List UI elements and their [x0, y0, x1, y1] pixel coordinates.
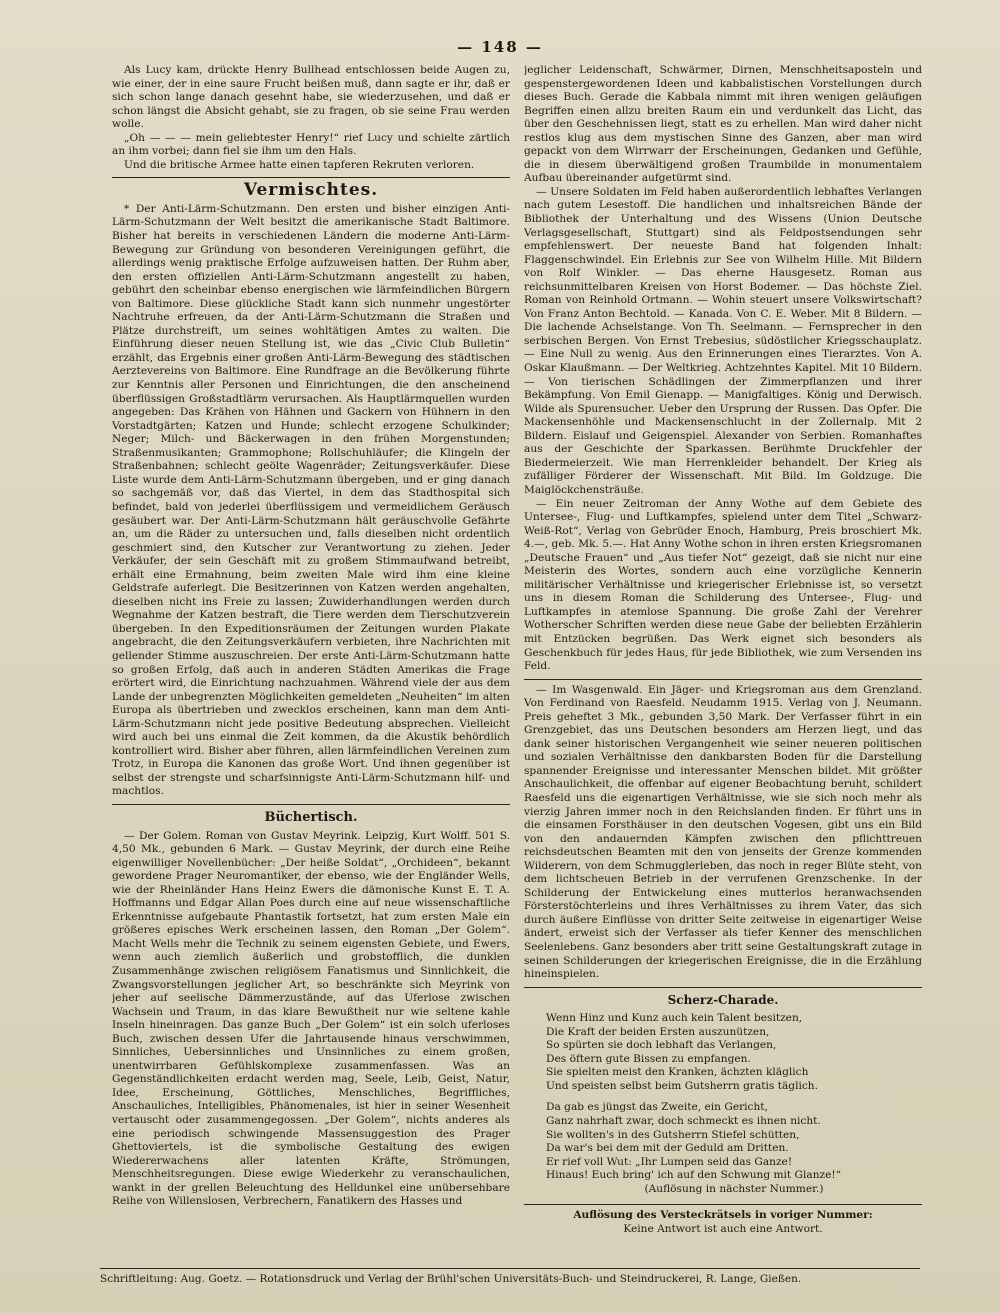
article-anti-laerm: * Der Anti-Lärm-Schutzmann. Den ersten und bisher einzigen Anti-Lärm-Schutzmann der Welt besitzt die amerikanische Stadt Baltimore. Bisher hat bereits in verschiedenen Ländern die moderne Anti-Lärm-Bewegung zur Gründung von besonderen Vereinigungen geführt, die allerdings wenig praktische Erfolge aufzuweisen hatten. Der Ruhm aber, den ersten offiziellen Anti-Lärm-Schutzmann angestellt zu haben, gebührt den scheinbar ebenso energischen wie lärmfeindlichen Bürgern von Baltimore. Diese glückliche Stadt kann sich nunmehr ungestörter Nachtruhe erfreuen, da der Anti-Lärm-Schutzmann die Straßen und Plätze durchstreift, um seines wohltätigen Amtes zu walten. Die Einführung dieser neuen Stellung ist, wie das „Civic Club Bulletin“ erzählt, das Ergebnis einer großen Anti-Lärm-Bewegung des städtischen Aerztevereins von Baltimore. Eine Rundfrage an die Bevölkerung führte zur Kenntnis aller Personen und Einrichtungen, die den anscheinend überflüssigen Großstadtlärm verursachen. Als Hauptlärmquellen wurden angegeben: Das Krähen von Hähnen und Gackern von Hühnern in den Vorstadtgärten; Katzen und Hunde; schlecht erzogene Schulkinder; Neger; Milch- und Bäckerwagen in den frühen Morgenstunden; Straßenmusikanten; Grammophone; Rollschuhläufer; die Klingeln der Straßenbahnen; schlecht geölte Wagenräder; Zeitungsverkäufer. Diese Liste wurde dem Anti-Lärm-Schutzmann übergeben, und er ging danach so sachgemäß vor, daß das Viertel, in dem das Stadthospital sich befindet, bald von jederlei überflüssigem und vermeidlichem Geräusch gesäubert war. Der Anti-Lärm-Schutzmann hält geräuschvolle Gefährte an, um die Räder zu untersuchen und, falls dieselben nicht ordentlich geschmiert sind, den Kutscher zur Verantwortung zu ziehen. Jeder Verkäufer, der sein Geschäft mit zu großem Stimmaufwand betreibt, erhält eine Ermahnung, beim zweiten Male wird ihm eine kleine Geldstrafe auferlegt. Die Besitzerinnen von Katzen werden angehalten, dieselben nicht ins Freie zu lassen; Zuwiderhandlungen werden durch Wegnahme der Katzen bestraft, die Tiere werden dem Tierschutzverein übergeben. In den Expeditionsräumen der Zeitungen wurden Plakate angebracht, die den Zeitungsverkäufern verbieten, ihre Nachrichten mit gellender Stimme auszuschreien. Der erste Anti-Lärm-Schutzmann hatte so großen Erfolg, daß auch in anderen Städten Amerikas die Frage erörtert wird, die Einrichtung nachzuahmen. Während viele der aus dem Lande der unbegrenzten Möglichkeiten gemeldeten „Neuheiten“ im alten Europa als übertrieben und zwecklos erscheinen, kann man dem Anti-Lärm-Schutzmann nicht jede positive Bedeutung absprechen. Vielleicht wird auch bei uns einmal die Zeit kommen, da die Akustik behördlich kontrolliert wird. Bisher aber führen, allen lärmfeindlichen Vereinen zum Trotz, in Europa die Kanonen das große Wort. Und ihnen gegenüber ist selbst der strengste und scharfsinnigste Anti-Lärm-Schutzmann hilf- und machtlos. [112, 202, 510, 798]
poem-line: Wenn Hinz und Kunz auch kein Talent besitzen, [546, 1012, 803, 1025]
review-wothe: — Ein neuer Zeitroman der Anny Wothe auf dem Gebiete des Untersee-, Flug- und Luftkampfes, spielend unter dem Titel „Schwarz-Weiß-Rot“, Verlag von Gebrüder Enoch, Hamburg, Preis broschiert Mk. 4.—, geb. Mk. 5.—. Hat Anny Wothe schon in ihren ersten Kriegsromanen „Deutsche Frauen“ und „Aus tiefer Not“ gezeigt, daß sie nicht nur eine Meisterin des Wortes, sondern auch eine vorzügliche Kennerin militärischer Verhältnisse und kriegerischer Erlebnisse ist, so versetzt uns in diesem Roman die Schilderung des Untersee-, Flug- und Luftkampfes in atemlose Spannung. Die große Zahl der Verehrer Wotherscher Schriften werden diese neue Gabe der beliebten Erzählerin mit Entzücken begrüßen. Das Werk eignet sich besonders als Geschenkbuch für jedes Haus, für jede Bibliothek, wie zum Versenden ins Feld. [524, 497, 922, 673]
charade-title: Scherz-Charade. [667, 992, 779, 1007]
poem-line: Sie wollten's in des Gutsherrn Stiefel schütten, [546, 1128, 800, 1141]
right-column [524, 64, 922, 1259]
poem-line: Sie spielten meist den Kranken, ächzten kläglich [546, 1066, 809, 1079]
section-divider [112, 177, 510, 178]
story-paragraph: Und die britische Armee hatte einen tapferen Rekruten verloren. [124, 158, 475, 171]
solution-title: Auflösung des Versteckrätsels in voriger Nummer: [573, 1209, 873, 1222]
charade-stanza [546, 1012, 922, 1093]
poem-line: Da war's bei dem mit der Geduld am Dritten. [546, 1142, 789, 1155]
poem-line: Die Kraft der beiden Ersten auszunützen, [546, 1025, 770, 1038]
story-paragraph: Als Lucy kam, drückte Henry Bullhead entschlossen beide Augen zu, wie einer, der in eine saure Frucht beißen muß, dann sagte er ihr, daß er sich schon lange danach gesehnt habe, sie wiederzusehen, und daß er schon längst die Absicht gehabt, sie zu fragen, ob sie seine Frau werden wolle. [112, 64, 510, 131]
poem-line: Hinaus! Euch bring' ich auf den Schwung mit Glanze!“ [546, 1169, 842, 1182]
charade-stanza [546, 1101, 922, 1196]
page-number: — 148 — [457, 38, 543, 56]
section-title-vermischtes: Vermischtes. [243, 180, 379, 201]
charade-poem [546, 1012, 922, 1196]
section-divider [524, 679, 922, 680]
solution-text: Keine Antwort ist auch eine Antwort. [623, 1222, 823, 1235]
review-soldaten: — Unsere Soldaten im Feld haben außerordentlich lebhaftes Verlangen nach gutem Lesestoff. Die handlichen und inhaltsreichen Bände der Bibliothek der Unterhaltung und des Wissens (Union Deutsche Verlagsgesellschaft, Stuttgart) sind als Feldpostsendungen sehr empfehlenswert. Der neueste Band hat folgenden Inhalt: Flaggenschwindel. Ein Erlebnis zur See von Wilhelm Hille. Mit Bildern von Rolf Winkler. — Das eherne Hausgesetz. Roman aus reichsunmittelbaren Kreisen von Horst Bodemer. — Das höchste Ziel. Roman von Reinhold Ortmann. — Wohin steuert unsere Volkswirtschaft? Von Franz Anton Bechtold. — Kanada. Von C. E. Weber. Mit 8 Bildern. — Die lachende Achselstange. Von Th. Seelmann. — Fernsprecher in den serbischen Bergen. Von Ernst Trebesius, südöstlicher Kriegsschauplatz. — Eine Null zu wenig. Aus den Erinnerungen eines Tierarztes. Von A. Oskar Klaußmann. — Der Weltkrieg. Achtzehntes Kapitel. Mit 10 Bildern. — Von tierischen Schädlingen der Zimmerpflanzen und ihrer Bekämpfung. Von Emil Gienapp. — Manigfaltiges. König und Derwisch. Wilde als Spurensucher. Ueber den Ursprung der Russen. Das Opfer. Die Mackensenhöhle und Mackensenschlucht in der Zollernalp. Mit 2 Bildern. Eislauf und Geigenspiel. Alexander von Serbien. Romanhaftes aus der Geschichte der Sparkassen. Berühmte Druckfehler der Biedermeierzeit. Wie man Herrenkleider behandelt. Der Krieg als zufälliger Förderer der Wissenschaft. Mit Bild. Im Goldzuge. Die Maiglöckchensträuße. [524, 185, 922, 496]
charade-note: (Auflösung in nächster Nummer.) [644, 1182, 824, 1195]
columns [112, 64, 922, 1259]
story-paragraph: „Oh — — — mein geliebtester Henry!“ rief Lucy und schielte zärtlich an ihm vorbei; dann fiel sie ihm um den Hals. [112, 131, 510, 158]
imprint-footer: Schriftleitung: Aug. Goetz. — Rotationsdruck und Verlag der Brühl'schen Universitäts-Buch- und Steindruckerei, R. Lange, Gießen. [100, 1268, 920, 1285]
section-divider [524, 987, 922, 988]
section-title-buechertisch: Büchertisch. [264, 809, 358, 825]
section-divider [112, 804, 510, 805]
review-golem-continued: jeglicher Leidenschaft, Schwärmer, Dirnen, Menschheitsaposteln und gespenstergewordenen Ideen und kabbalistischen Vorstellungen durch dieses Buch. Gerade die Kabbala nimmt mit ihren wenigen geläufigen Begriffen einen allzu breiten Raum ein und verdunkelt das Licht, das über den Geschehnissen liegt, statt es zu erhellen. Man wird daher nicht restlos klug aus dem mystischen Sinne des Ganzen, aber man wird gepackt von dem Wirrwarr der Erscheinungen, Gedanken und Gefühle, die in diesem überwältigend großen Traumbilde in monumentalem Aufbau übereinander aufgetürmt sind. [524, 64, 922, 185]
poem-line: So spürten sie doch lebhaft das Verlangen, [546, 1039, 777, 1052]
review-wasgenwald: — Im Wasgenwald. Ein Jäger- und Kriegsroman aus dem Grenzland. Von Ferdinand von Raesfeld. Neudamm 1915. Verlag von J. Neumann. Preis geheftet 3 Mk., gebunden 3,50 Mark. Der Verfasser führt in ein Grenzgebiet, das uns Deutschen besonders am Herzen liegt, und das dank seiner historischen Vergangenheit wie seiner neueren politischen und sozialen Verhältnisse den dankbarsten Boden für die Darstellung spannender Ereignisse und interessanter Menschen bildet. Mit größter Anschaulichkeit, die offenbar auf eigener Beobachtung beruht, schildert Raesfeld uns die eigenartigen Verhältnisse, wie sie sich noch mehr als vierzig Jahren immer noch in den Reichslanden finden. Er führt uns in die einsamen Forsthäuser in den deutschen Vogesen, gibt uns ein Bild von den andauernden Kämpfen zwischen den pflichttreuen reichsdeutschen Beamten mit den von jenseits der Grenze kommenden Wilderern, von dem Schmugglerleben, das noch in reger Blüte steht, von dem lichtscheuen Betrieb in der verrufenen Grenzschenke. In der Schilderung der Entwickelung eines mutterlos heranwachsenden Försterstöchterleins und ihres Verhältnisses zu ihrem Vater, das sich durch äußere Einflüsse von dritter Seite zeitweise in eigenartiger Weise ändert, erweist sich der Verfasser als tiefer Kenner des menschlichen Seelenlebens. Ganz besonders aber tritt seine Gestaltungskraft zutage in seinen Schilderungen der kriegerischen Ereignisse, die in die Erzählung hineinspielen. [524, 683, 922, 981]
review-golem: — Der Golem. Roman von Gustav Meyrink. Leipzig, Kurt Wolff. 501 S. 4,50 Mk., gebunden 6 Mark. — Gustav Meyrink, der durch eine Reihe eigenwilliger Novellenbücher: „Der heiße Soldat“, „Orchideen“, bekannt gewordene Prager Neuromantiker, der ebenso, wie der Engländer Wells, wie der Rheinländer Hans Heinz Ewers die dämonische Kunst E. T. A. Hoffmanns und Edgar Allan Poes durch eine auf neue wissenschaftliche Erkenntnisse aufgebaute Phantastik fortsetzt, hat zum ersten Male ein größeres episches Werk erscheinen lassen, den Roman „Der Golem“. Macht Wells mehr die Technik zu seinem eigensten Gebiete, und Ewers, wenn auch ziemlich äußerlich und grobstofflich, die dunklen Zusammenhänge zwischen religiösem Fanatismus und Sinnlichkeit, die Zwangsvorstellungen jeglicher Art, so beschränkte sich Meyrink von jeher auf seelische Dämmerzustände, auf das Uferlose zwischen Wachsein und Traum, in das klare Bewußtheit nur wie seltene kahle Inseln hineinragen. Das ganze Buch „Der Golem“ ist ein solch uferloses Buch, zwischen dessen Ufer die Jahrtausende hinaus verschwimmen, Sinnliches, Uebersinnliches und Unsinnliches zu einem großen, unentwirrbaren Gefühlskomplexe zusammenfassen. Was an Gegenständlichkeiten erdacht werden mag, Seele, Leib, Geist, Natur, Idee, Erscheinung, Göttliches, Menschliches, Begriffliches, Anschauliches, Intelligibles, Phänomenales, ist hier in seiner Wesenheit vertauscht oder zusammengegossen. „Der Golem“, nichts anderes als eine periodisch schwingende Massensuggestion des Prager Ghettoviertels, ist die symbolische Gestaltung des ewigen Wiedererwachens aller latenten Kräfte, Strömungen, Menschheitsregungen. Diese ewige Wiederkehr zu veranschaulichen, wankt in der grellen Beleuchtung des Helldunkel eine unübersehbare Reihe von Willenslosen, Verbrechern, Fanatikern des Hasses und [112, 829, 510, 1208]
poem-line: Des öftern gute Bissen zu empfangen. [546, 1052, 751, 1065]
poem-line: Da gab es jüngst das Zweite, ein Gericht, [546, 1101, 768, 1114]
poem-line: Und speisten selbst beim Gutsherrn gratis täglich. [546, 1079, 818, 1092]
poem-line: Er rief voll Wut: „Ihr Lumpen seid das Ganze! [546, 1155, 793, 1168]
left-column [112, 64, 510, 1259]
section-divider [524, 1204, 922, 1205]
poem-line: Ganz nahrhaft zwar, doch schmeckt es ihnen nicht. [546, 1115, 821, 1128]
